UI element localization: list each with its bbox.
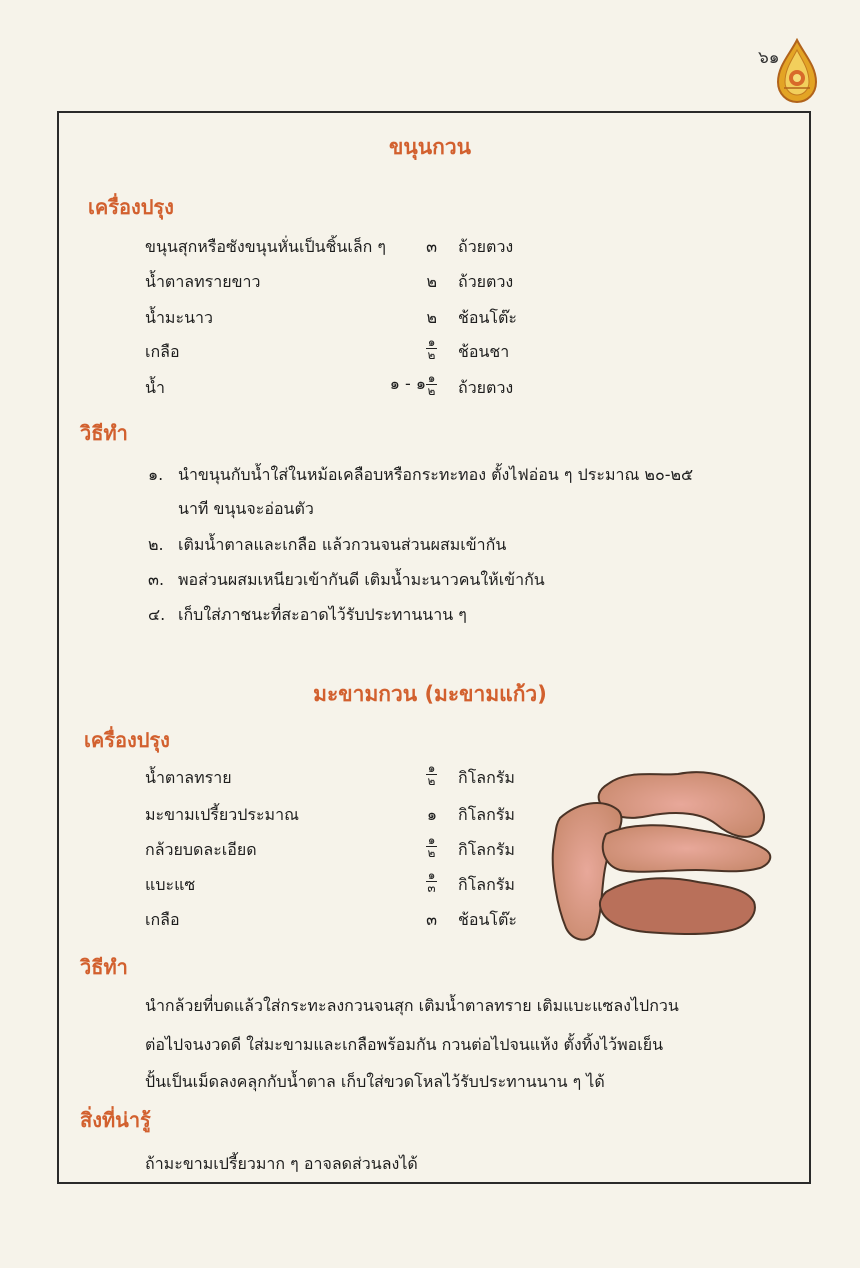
method-heading: วิธีทำ xyxy=(80,955,128,979)
method-step: ๒. เติมน้ำตาลและเกลือ แล้วกวนจนส่วนผสมเข้ากัน xyxy=(148,535,507,554)
fraction: $\frac{๑}{๒}$ xyxy=(427,761,436,788)
fraction: $\frac{๑}{๓}$ xyxy=(427,868,436,895)
page-number: ๖๑ xyxy=(758,48,780,68)
method-line: ต่อไปจนงวดดี ใส่มะขามและเกลือพร้อมกัน กวนต่อไปจนแห้ง ตั้งทิ้งไว้พอเย็น xyxy=(145,1035,664,1054)
ingredient-row: เกลือ $\frac{๑}{๒}$ ช้อนชา xyxy=(145,335,510,362)
ingredient-row: ขนุนสุกหรือซังขนุนหั่นเป็นชิ้นเล็ก ๆ ๓ ถ้วยตวง xyxy=(145,237,514,256)
royal-emblem-icon xyxy=(772,38,822,104)
fraction: $\frac{๑}{๒}$ xyxy=(427,371,436,398)
tips-heading: สิ่งที่น่ารู้ xyxy=(80,1108,151,1132)
fraction: $\frac{๑}{๒}$ xyxy=(427,833,436,860)
method-step: ๔. เก็บใส่ภาชนะที่สะอาดไว้รับประทานนาน ๆ xyxy=(148,605,467,624)
ingredients-heading: เครื่องปรุง xyxy=(88,195,174,219)
method-step: ๑. นำขนุนกับน้ำใส่ในหม้อเคลือบหรือกระทะทอง ตั้งไฟอ่อน ๆ ประมาณ ๒๐-๒๕ xyxy=(148,465,694,484)
ingredient-row: มะขามเปรี้ยวประมาณ ๑ กิโลกรัม xyxy=(145,805,515,824)
method-line: นำกล้วยที่บดแล้วใส่กระทะลงกวนจนสุก เติมน้ำตาลทราย เติมแบะแซลงไปกวน xyxy=(145,996,679,1015)
method-heading: วิธีทำ xyxy=(80,421,128,445)
tip-text: ถ้ามะขามเปรี้ยวมาก ๆ อาจลดส่วนลงได้ xyxy=(145,1154,418,1173)
method-step: ๓. พอส่วนผสมเหนียวเข้ากันดี เติมน้ำมะนาวคนให้เข้ากัน xyxy=(148,570,545,589)
method-line: ปั้นเป็นเม็ดลงคลุกกับน้ำตาล เก็บใส่ขวดโหลไว้รับประทานนาน ๆ ได้ xyxy=(145,1072,605,1091)
ingredient-row: น้ำมะนาว ๒ ช้อนโต๊ะ xyxy=(145,308,517,327)
ingredient-row: น้ำ ๑ - ๑ $\frac{๑}{๒}$ ถ้วยตวง xyxy=(145,371,514,398)
ingredient-row: เกลือ ๓ ช้อนโต๊ะ xyxy=(145,910,517,929)
ingredient-row: กล้วยบดละเอียด $\frac{๑}{๒}$ กิโลกรัม xyxy=(145,833,515,860)
ingredient-row: น้ำตาลทราย $\frac{๑}{๒}$ กิโลกรัม xyxy=(145,761,515,788)
recipe-title: มะขามกวน (มะขามแก้ว) xyxy=(313,682,547,706)
recipe-title: ขนุนกวน xyxy=(389,135,471,159)
ingredient-row: แบะแซ $\frac{๑}{๓}$ กิโลกรัม xyxy=(145,868,515,895)
fraction: $\frac{๑}{๒}$ xyxy=(427,335,436,362)
tamarind-illustration xyxy=(548,764,778,948)
ingredients-heading: เครื่องปรุง xyxy=(84,728,170,752)
method-step-continued: นาที ขนุนจะอ่อนตัว xyxy=(178,499,314,518)
ingredient-row: น้ำตาลทรายขาว ๒ ถ้วยตวง xyxy=(145,272,514,291)
